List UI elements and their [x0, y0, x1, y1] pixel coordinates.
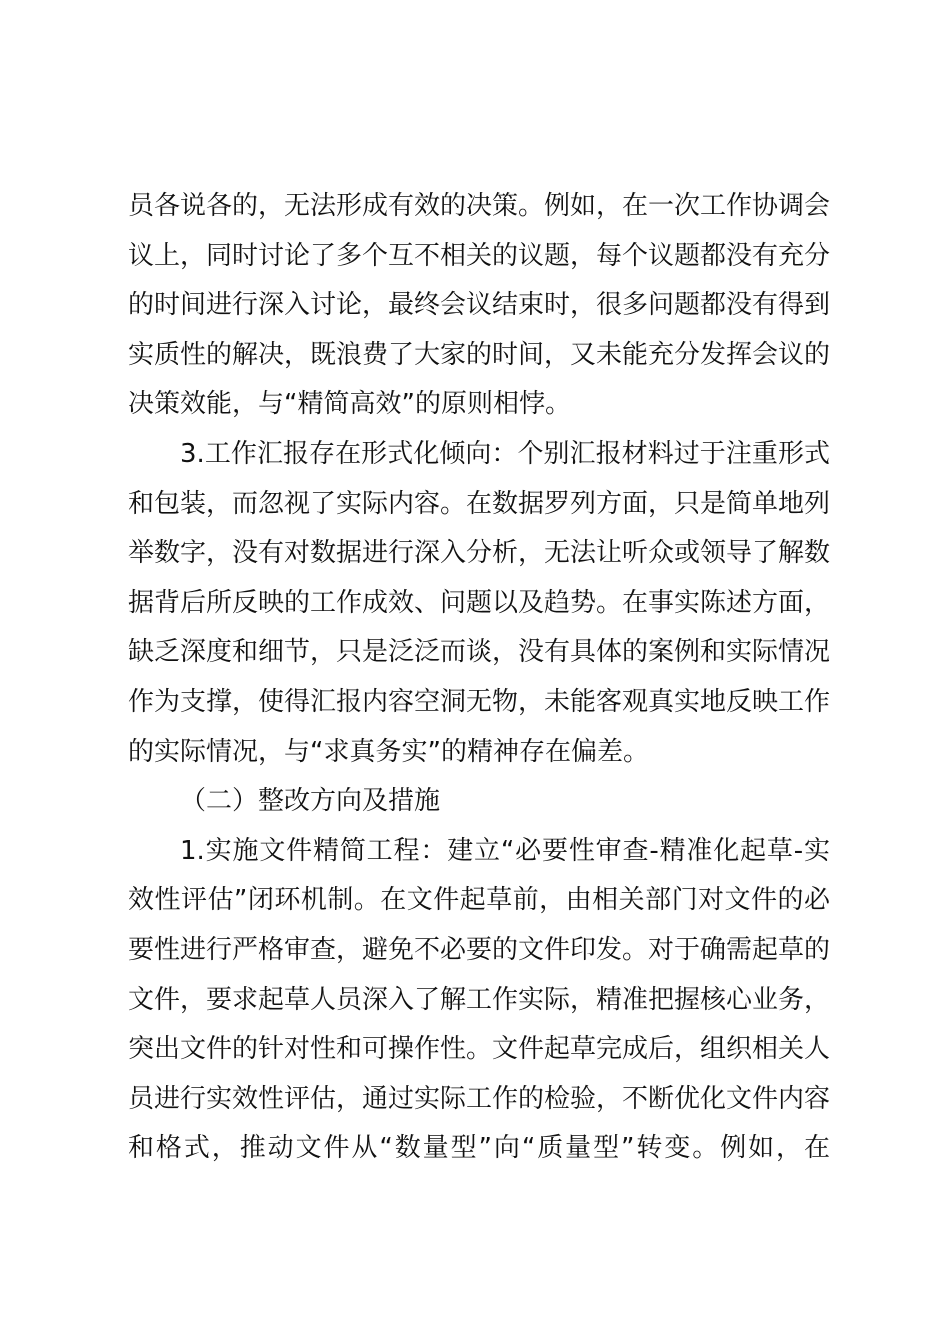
text-line: 议上，同时讨论了多个互不相关的议题，每个议题都没有充分: [128, 240, 830, 271]
document-body: [128, 182, 830, 1174]
text-line: 文件，要求起草人员深入了解工作实际，精准把握核心业务，: [128, 984, 830, 1015]
text-line: 实质性的解决，既浪费了大家的时间，又未能充分发挥会议的: [128, 339, 830, 370]
text-line: 的实际情况，与“求真务实”的精神存在偏差。: [128, 736, 649, 767]
text-line: 1.实施文件精简工程：建立“必要性审查-精准化起草-实: [180, 835, 830, 866]
text-line: 要性进行严格审查，避免不必要的文件印发。对于确需起草的: [128, 934, 830, 965]
text-line: 和包装，而忽视了实际内容。在数据罗列方面，只是简单地列: [128, 488, 830, 519]
text-line: 作为支撑，使得汇报内容空洞无物，未能客观真实地反映工作: [128, 686, 830, 717]
text-line: 和格式，推动文件从“数量型”向“质量型”转变。例如，在: [128, 1133, 830, 1164]
paragraph-meeting-efficiency: [128, 182, 830, 430]
text-line: 员进行实效性评估，通过实际工作的检验，不断优化文件内容: [128, 1083, 830, 1114]
text-line: 3.工作汇报存在形式化倾向：个别汇报材料过于注重形式: [180, 438, 830, 469]
text-line: 突出文件的针对性和可操作性。文件起草完成后，组织相关人: [128, 1034, 830, 1065]
paragraph-document-streamlining: [128, 827, 830, 1174]
section-heading: [128, 777, 830, 827]
text-line: 据背后所反映的工作成效、问题以及趋势。在事实陈述方面，: [128, 587, 830, 618]
section-heading-text: （二）整改方向及措施: [180, 786, 441, 817]
paragraph-report-formalism: [128, 430, 830, 777]
text-line: 员各说各的，无法形成有效的决策。例如，在一次工作协调会: [128, 191, 830, 221]
text-line: 效性评估”闭环机制。在文件起草前，由相关部门对文件的必: [128, 885, 830, 916]
text-line: 的时间进行深入讨论，最终会议结束时，很多问题都没有得到: [128, 290, 830, 321]
text-line: 决策效能，与“精简高效”的原则相悖。: [128, 389, 571, 420]
text-line: 缺乏深度和细节，只是泛泛而谈，没有具体的案例和实际情况: [128, 637, 830, 668]
text-line: 举数字，没有对数据进行深入分析，无法让听众或领导了解数: [128, 538, 830, 569]
